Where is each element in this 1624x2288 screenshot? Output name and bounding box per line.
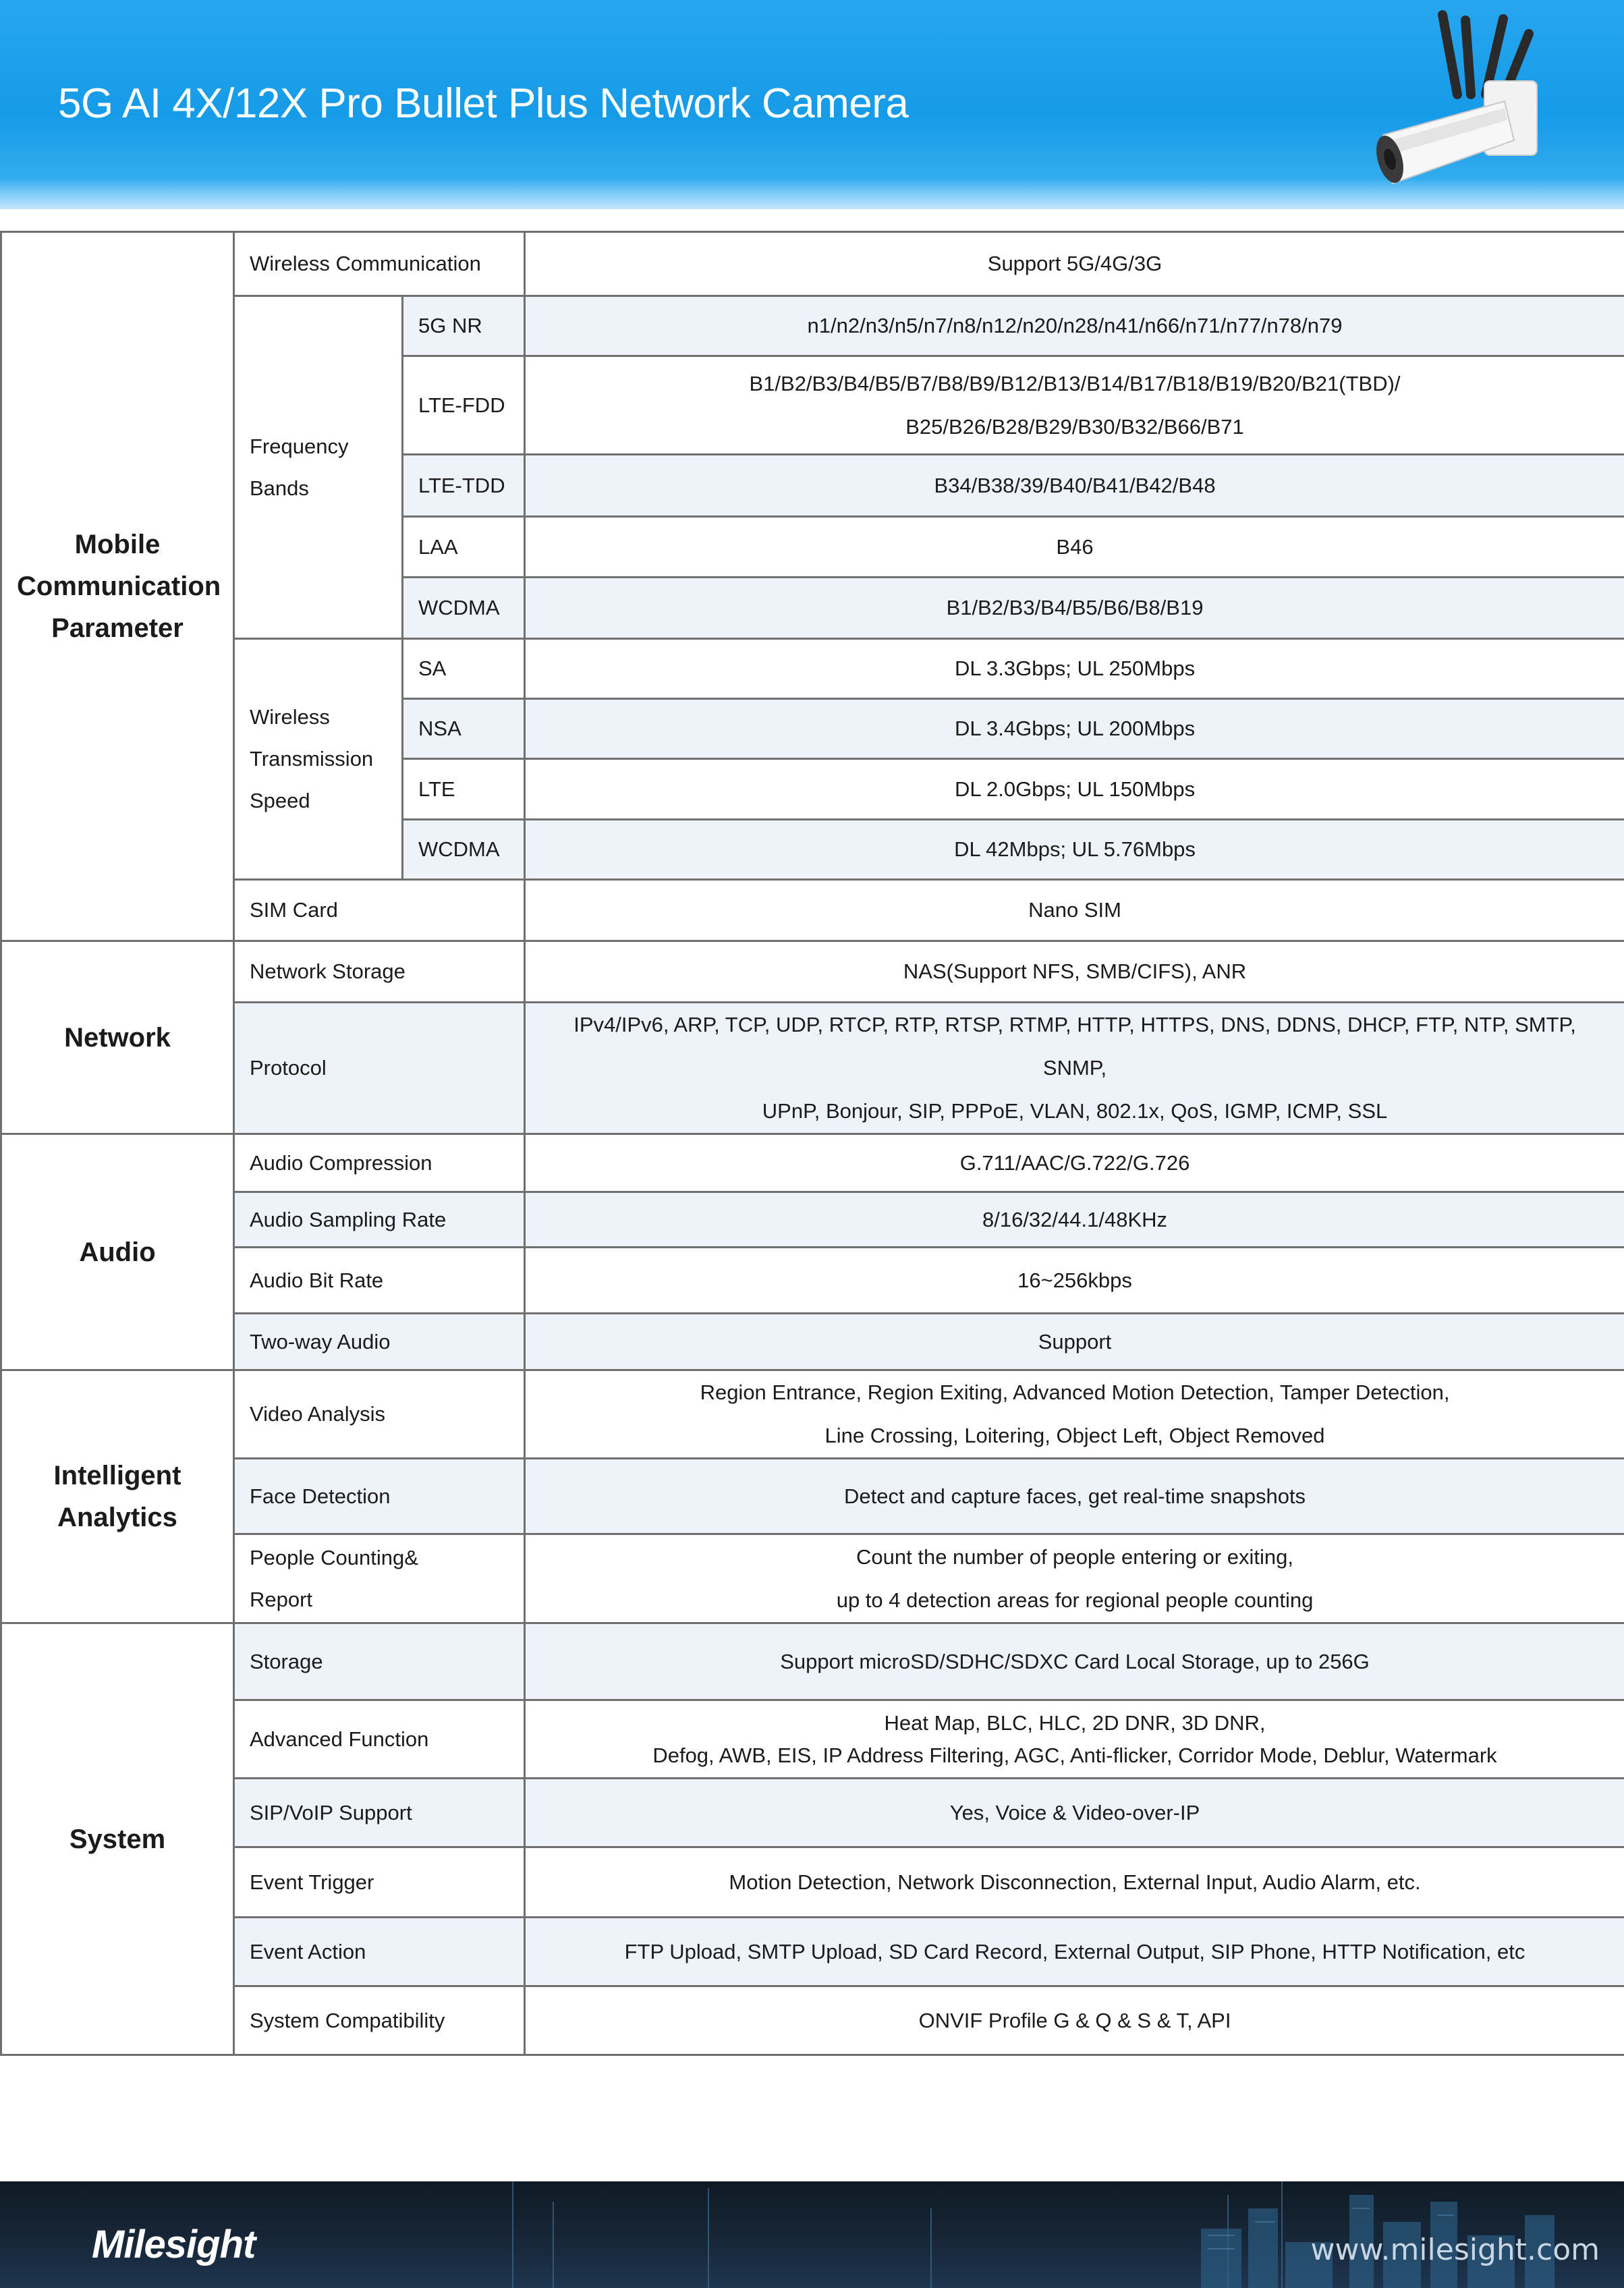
spec-value: n1/n2/n3/n5/n7/n8/n12/n20/n28/n41/n66/n71/n77/n78/n79 [525,296,1624,356]
section-title-system: System [1,1623,234,2055]
section-title-line: Communication [17,571,221,601]
spec-value: FTP Upload, SMTP Upload, SD Card Record, External Output, SIP Phone, HTTP Notification, etc [525,1918,1624,1986]
spec-value: Detect and capture faces, get real-time snapshots [525,1459,1624,1534]
spec-label: Advanced Function [234,1700,525,1779]
footer-banner [0,2181,1624,2288]
spec-value [525,1003,1624,1134]
spec-value: DL 3.3Gbps; UL 250Mbps [525,639,1624,699]
spec-value: 8/16/32/44.1/48KHz [525,1192,1624,1248]
spec-sublabel: LTE-FDD [403,356,525,455]
spec-sublabel: WCDMA [403,820,525,880]
spec-value [525,1700,1624,1779]
spec-value: Nano SIM [525,880,1624,941]
spec-value: Support microSD/SDHC/SDXC Card Local Storage, up to 256G [525,1623,1624,1700]
section-title-network: Network [1,941,234,1134]
spec-label: System Compatibility [234,1986,525,2055]
spec-sublabel: WCDMA [403,578,525,639]
spec-row-event-action [1,1918,1624,1986]
spec-group-label-frequency-bands [234,296,403,639]
spec-sublabel: SA [403,639,525,699]
value-line: up to 4 detection areas for regional people counting [836,1588,1314,1612]
value-line: UPnP, Bonjour, SIP, PPPoE, VLAN, 802.1x, QoS, IGMP, ICMP, SSL [762,1099,1388,1123]
spec-label: Protocol [234,1003,525,1134]
section-title-mobile [1,232,234,941]
spec-value: NAS(Support NFS, SMB/CIFS), ANR [525,941,1624,1003]
spec-value: G.711/AAC/G.722/G.726 [525,1134,1624,1192]
spec-row-sa [1,639,1624,699]
spec-value: B1/B2/B3/B4/B5/B6/B8/B19 [525,578,1624,639]
page-title: 5G AI 4X/12X Pro Bullet Plus Network Camera [58,80,909,127]
spec-value: Yes, Voice & Video-over-IP [525,1779,1624,1847]
section-title-audio: Audio [1,1134,234,1370]
spec-row-audio-compression [1,1134,1624,1192]
value-line: Line Crossing, Loitering, Object Left, Object Removed [824,1424,1325,1447]
spec-group-label-transmission-speed [234,639,403,880]
spec-row-5g-nr [1,296,1624,356]
spec-row-audio-bit-rate [1,1248,1624,1314]
spec-row-event-trigger [1,1847,1624,1918]
section-title-line: Parameter [51,613,184,643]
spec-row-sim-card [1,880,1624,941]
group-label-line: Speed [250,789,310,812]
group-label-line: Frequency [250,434,349,458]
spec-row-system-compatibility [1,1986,1624,2055]
spec-row-storage [1,1623,1624,1700]
camera-product-image [1370,7,1552,202]
spec-row-video-analysis [1,1370,1624,1459]
spec-value: Support [525,1314,1624,1370]
spec-value: DL 2.0Gbps; UL 150Mbps [525,759,1624,820]
spec-label: Event Trigger [234,1847,525,1918]
value-line: B1/B2/B3/B4/B5/B7/B8/B9/B12/B13/B14/B17/B18/B19/B20/B21(TBD)/ [749,371,1401,395]
spec-label: Video Analysis [234,1370,525,1459]
spec-row-network-storage [1,941,1624,1003]
spec-label: Audio Sampling Rate [234,1192,525,1248]
spec-value [525,356,1624,455]
header-banner [0,0,1624,209]
spec-value: ONVIF Profile G & Q & S & T, API [525,1986,1624,2055]
spec-value: Support 5G/4G/3G [525,232,1624,296]
value-line: Heat Map, BLC, HLC, 2D DNR, 3D DNR, [884,1710,1266,1735]
spec-row-advanced-function [1,1700,1624,1779]
spec-sublabel: 5G NR [403,296,525,356]
spec-value [525,1534,1624,1623]
spec-label: Storage [234,1623,525,1700]
section-title-analytics [1,1370,234,1623]
spec-label: Face Detection [234,1459,525,1534]
spec-label [234,1534,525,1623]
spec-label: Network Storage [234,941,525,1003]
group-label-line: Wireless [250,705,330,729]
section-title-line: Analytics [57,1503,177,1532]
section-title-line: Intelligent [53,1461,181,1490]
spec-row-two-way-audio [1,1314,1624,1370]
label-line: People Counting& [250,1545,418,1569]
spec-value: Motion Detection, Network Disconnection, External Input, Audio Alarm, etc. [525,1847,1624,1918]
spec-row-face-detection [1,1459,1624,1534]
value-line: IPv4/IPv6, ARP, TCP, UDP, RTCP, RTP, RTSP, RTMP, HTTP, HTTPS, DNS, DDNS, DHCP, FTP, NTP, SMTP, SNMP, [573,1013,1576,1080]
spec-label: Audio Compression [234,1134,525,1192]
spec-label: Wireless Communication [234,232,525,296]
spec-row-wireless-communication [1,232,1624,296]
group-label-line: Transmission [250,747,374,771]
website-url[interactable]: www.milesight.com [1310,2233,1600,2267]
value-line: Defog, AWB, EIS, IP Address Filtering, AGC, Anti-flicker, Corridor Mode, Deblur, Watermark [652,1743,1497,1767]
spec-value [525,1370,1624,1459]
value-line: Region Entrance, Region Exiting, Advanced Motion Detection, Tamper Detection, [700,1380,1450,1404]
spec-sublabel: NSA [403,699,525,759]
label-line: Report [250,1587,313,1611]
spec-label: SIM Card [234,880,525,941]
spec-value: B46 [525,517,1624,578]
spec-label: Audio Bit Rate [234,1248,525,1314]
spec-label: SIP/VoIP Support [234,1779,525,1847]
spec-label: Event Action [234,1918,525,1986]
group-label-line: Bands [250,476,309,500]
value-line: B25/B26/B28/B29/B30/B32/B66/B71 [905,414,1244,439]
spec-sublabel: LTE-TDD [403,455,525,517]
section-title-line: Mobile [74,530,161,559]
spec-sublabel: LAA [403,517,525,578]
spec-value: 16~256kbps [525,1248,1624,1314]
spec-label: Two-way Audio [234,1314,525,1370]
spec-value: B34/B38/39/B40/B41/B42/B48 [525,455,1624,517]
milesight-logo: Milesight [92,2223,256,2266]
value-line: Count the number of people entering or exiting, [856,1544,1293,1569]
spec-sublabel: LTE [403,759,525,820]
spec-row-people-counting [1,1534,1624,1623]
spec-table [0,231,1624,2056]
spec-row-audio-sampling-rate [1,1192,1624,1248]
spec-row-sip-voip [1,1779,1624,1847]
spec-value: DL 3.4Gbps; UL 200Mbps [525,699,1624,759]
spec-value: DL 42Mbps; UL 5.76Mbps [525,820,1624,880]
spec-row-protocol [1,1003,1624,1134]
